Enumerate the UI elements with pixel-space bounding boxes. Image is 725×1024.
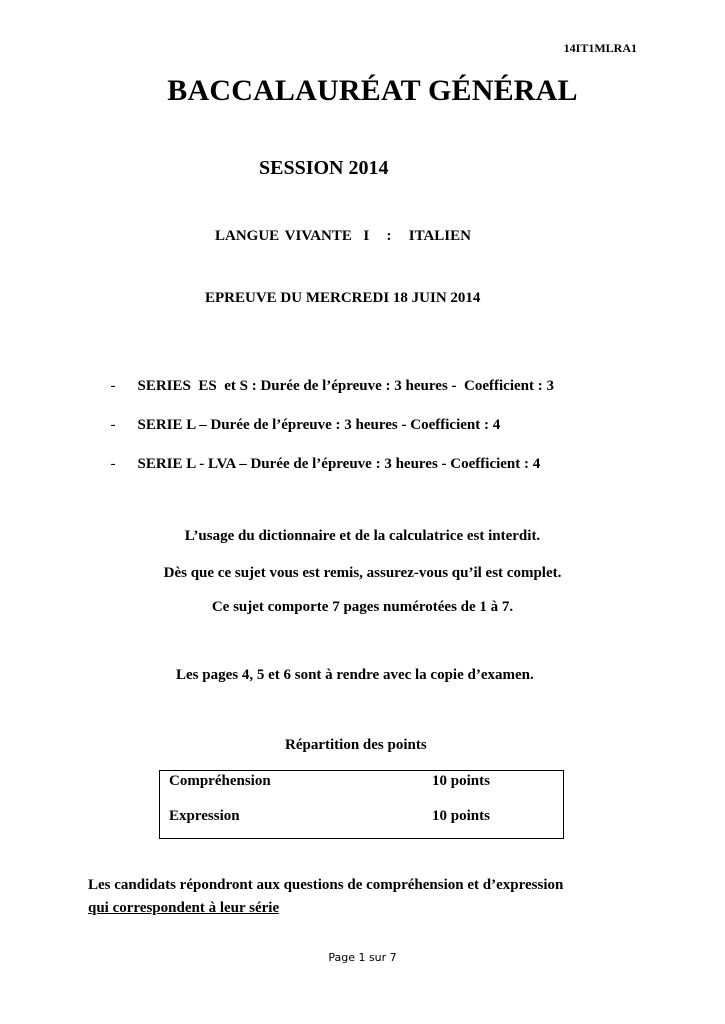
list-bullet: - [110,417,116,433]
session-heading: SESSION 2014 [259,157,389,179]
series-list-item [103,400,500,434]
series-text: SERIE L – Durée de l’épreuve : 3 heures - Coefficient : 4 [137,417,501,433]
points-value: 10 points [432,808,490,824]
epreuve-heading: EPREUVE DU MERCREDI 18 JUIN 2014 [205,290,481,306]
list-bullet: - [110,456,116,472]
rule-completeness: Dès que ce sujet vous est remis, assurez-vous qu’il est complet. [163,565,562,581]
series-text: SERIES ES et S : Durée de l’épreuve : 3 heures - Coefficient : 3 [137,378,554,394]
points-label: Expression [169,808,240,824]
points-table [159,770,564,839]
list-bullet: - [110,378,116,394]
series-list-item [103,361,554,395]
rule-page-count: Ce sujet comporte 7 pages numérotées de 1 à 7. [211,599,514,615]
langue-heading: LANGUE VIVANTE I : ITALIEN [215,228,471,244]
page-number: Page 1 sur 7 [328,951,397,964]
candidates-instruction-underlined: qui correspondent à leur série [88,900,280,916]
rule-dictionary: L’usage du dictionnaire et de la calculatrice est interdit. [184,528,541,544]
series-list-item [103,439,540,473]
points-label: Compréhension [169,773,271,789]
document-code: 14IT1MLRA1 [563,41,637,55]
series-text: SERIE L - LVA – Durée de l’épreuve : 3 heures - Coefficient : 4 [137,456,541,472]
points-heading: Répartition des points [285,737,427,753]
candidates-instruction: Les candidats répondront aux questions de compréhension et d’expression [88,877,564,893]
pages-return-note: Les pages 4, 5 et 6 sont à rendre avec la copie d’examen. [176,667,534,683]
points-value: 10 points [432,773,490,789]
page-title: BACCALAURÉAT GÉNÉRAL [167,74,578,107]
